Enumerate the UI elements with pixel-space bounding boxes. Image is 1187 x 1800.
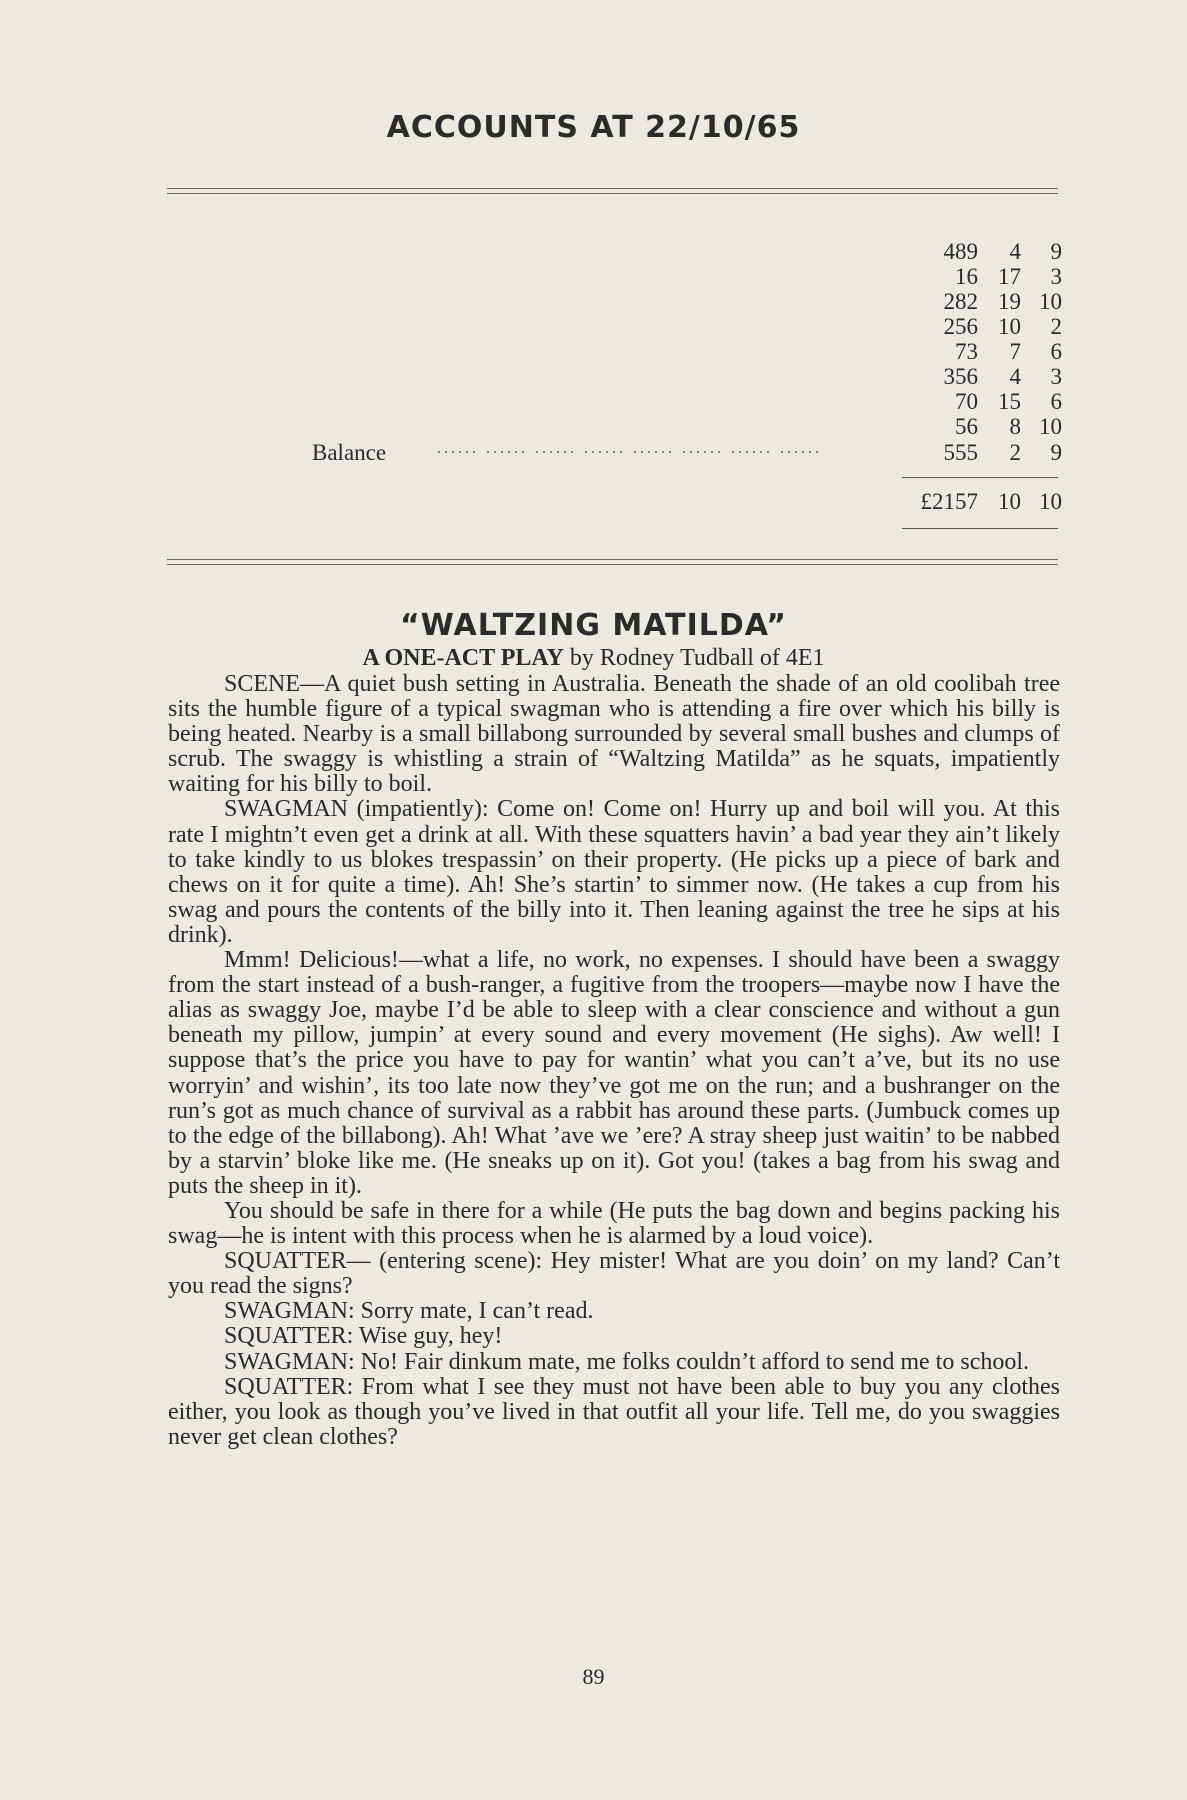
accounts-row: [150, 289, 1062, 314]
paragraph: SQUATTER— (entering scene): Hey mister! What are you doin’ on my land? Can’t you read the signs?: [168, 1248, 1060, 1300]
row-shillings: 15: [998, 389, 1021, 414]
section-divider-rule: [167, 559, 1058, 567]
row-pounds: 489: [943, 239, 978, 264]
paragraph: SCENE—A quiet bush setting in Australia. Beneath the shade of an old coolibah tree sits the humble figure of a typical swagman who is attending a fire over which his billy is being heated. Nearby is a small billabong surrounded by several small bushes and clumps of scrub. The swaggy is whistling a strain of “Waltzing Matilda” as he squats, impatiently waiting for his billy to boil.: [168, 671, 1060, 798]
byline-author: by Rodney Tudball of 4E1: [563, 645, 825, 671]
row-shillings: 17: [998, 264, 1021, 289]
row-label: Balance: [312, 440, 387, 465]
row-pence: 10: [1039, 289, 1062, 314]
accounts-row: [150, 239, 1062, 264]
accounts-total-row: [150, 489, 1062, 514]
paragraph: SWAGMAN (impatiently): Come on! Come on! Hurry up and boil will you. At this rate I mightn’t even get a drink at all. With these squatters havin’ a bad year they ain’t likely to take kindly to us blokes trespassin’ on their property. (He picks up a piece of bark and chews on it for quite a time). Ah! She’s startin’ to simmer now. (He takes a cup from his swag and pours the contents of the billy into it. Then leaning against the tree he sips at his drink).: [168, 796, 1060, 948]
paragraph: You should be safe in there for a while (He puts the bag down and begins packing his swag—he is intent with this process when he is alarmed by a loud voice).: [168, 1197, 1060, 1250]
byline-bold: A ONE-ACT PLAY: [362, 645, 564, 671]
row-pounds: 256: [943, 314, 978, 339]
row-pence: 3: [1050, 364, 1062, 389]
accounts-row: [150, 264, 1062, 289]
accounts-row: [150, 414, 1062, 439]
subtotal-rule: [902, 477, 1058, 478]
row-pounds: 356: [943, 364, 978, 389]
accounts-row: [150, 339, 1062, 364]
play-byline: [0, 645, 1187, 672]
dot-leader: ...... ...... ...... ...... ...... ...... ...... ......: [437, 440, 822, 457]
row-pence: 2: [1050, 314, 1062, 339]
accounts-top-rule: [167, 188, 1058, 196]
row-pounds: 555: [943, 440, 978, 465]
page-number: 89: [582, 1664, 605, 1689]
row-pounds: 282: [943, 289, 978, 314]
row-pounds: 56: [955, 414, 978, 439]
paragraph: SQUATTER: Wise guy, hey!: [224, 1323, 503, 1350]
total-shillings: 10: [998, 489, 1021, 514]
row-pence: 6: [1050, 389, 1062, 414]
accounts-row: [150, 389, 1062, 414]
paragraph: SQUATTER: From what I see they must not have been able to buy you any clothes either, you look as though you’ve lived in that outfit all your life. Tell me, do you swaggies never get clean clothes?: [168, 1373, 1060, 1450]
row-shillings: 4: [1009, 364, 1021, 389]
accounts-row: [150, 364, 1062, 389]
row-pence: 3: [1050, 264, 1062, 289]
row-pence: 10: [1039, 414, 1062, 439]
total-pounds: £2157: [920, 489, 978, 514]
row-shillings: 8: [1009, 414, 1021, 439]
row-pounds: 16: [955, 264, 978, 289]
total-pence: 10: [1039, 489, 1062, 514]
row-pence: 9: [1050, 239, 1062, 264]
row-pence: 9: [1050, 440, 1062, 465]
paragraph: Mmm! Delicious!—what a life, no work, no expenses. I should have been a swaggy from the start instead of a bush-ranger, a fugitive from the troopers—maybe now I have the alias as swaggy Joe, maybe I’d be able to sleep with a clear conscience and without a gun beneath my pillow, jumpin’ at every sound and every movement (He sighs). Aw well! I suppose that’s the price you have to pay for wantin’ what you can’t a’ve, but its no use worryin’ and wishin’, its too late now they’ve got me on the run; and a bushranger on the run’s got as much chance of survival as a rabbit has around these parts. (Jumbuck comes up to the edge of the billabong). Ah! What ’ave we ’ere? A stray sheep just waitin’ to be nabbed by a starvin’ bloke like me. (He sneaks up on it). Got you! (takes a bag from his swag and puts the sheep in it).: [168, 947, 1060, 1199]
play-title: “WALTZING MATILDA”: [400, 608, 787, 643]
row-pence: 6: [1050, 339, 1062, 364]
row-shillings: 2: [1009, 440, 1021, 465]
accounts-row: [150, 314, 1062, 339]
paragraph: SWAGMAN: No! Fair dinkum mate, me folks couldn’t afford to send me to school.: [224, 1348, 1030, 1375]
row-shillings: 7: [1009, 339, 1021, 364]
row-shillings: 4: [1009, 239, 1021, 264]
accounts-title: ACCOUNTS AT 22/10/65: [386, 110, 801, 145]
paragraph: SWAGMAN: Sorry mate, I can’t read.: [224, 1298, 594, 1325]
play-text: [168, 672, 1060, 1450]
row-shillings: 10: [998, 314, 1021, 339]
total-rule: [902, 528, 1058, 529]
row-pounds: 70: [955, 389, 978, 414]
accounts-row-balance: [150, 440, 1062, 465]
row-pounds: 73: [955, 339, 978, 364]
row-shillings: 19: [998, 289, 1021, 314]
